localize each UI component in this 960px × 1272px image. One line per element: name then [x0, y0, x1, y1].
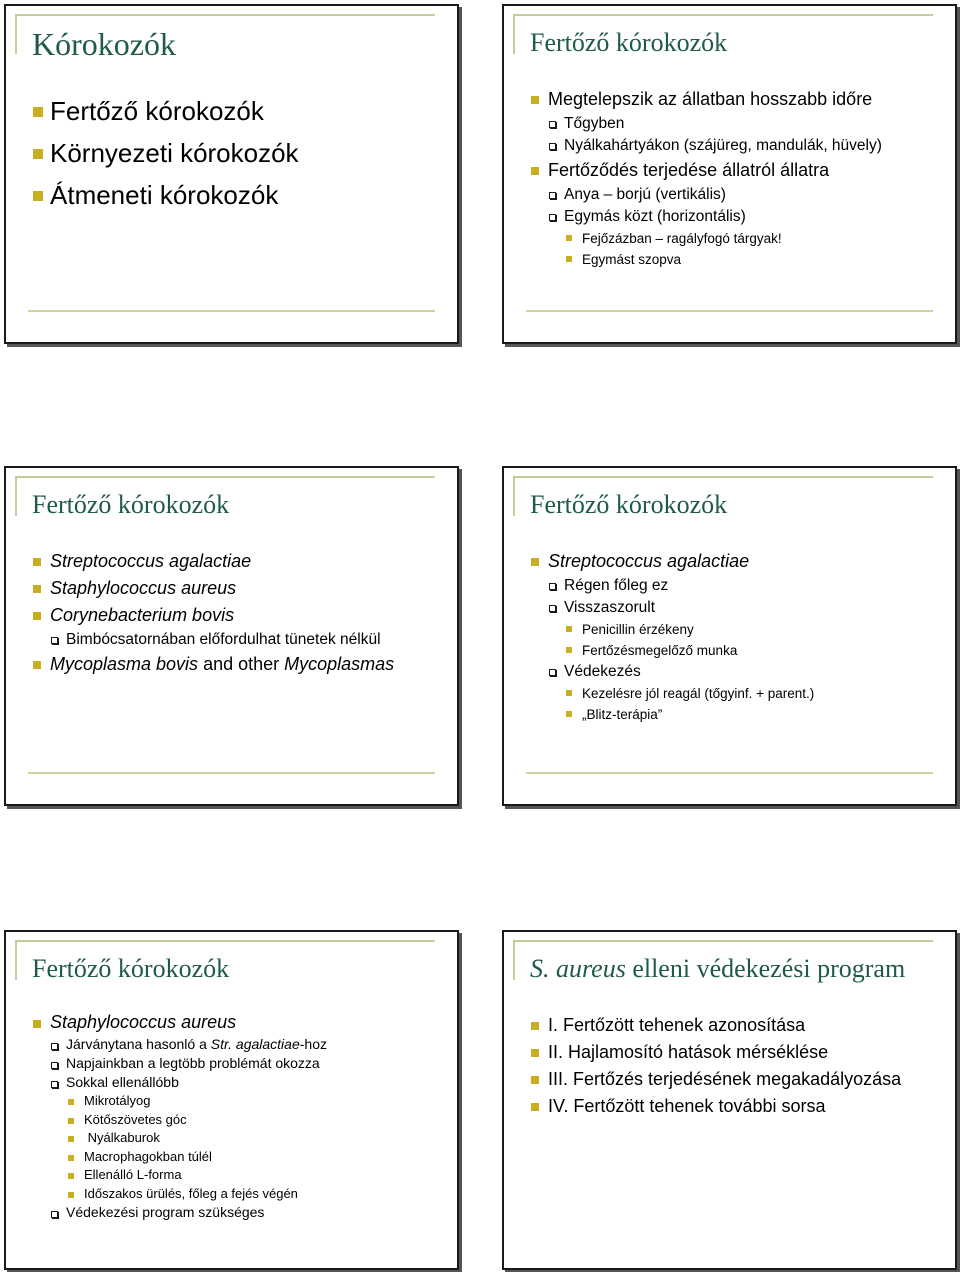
slide-content [530, 548, 945, 725]
italic-text: Streptococcus agalactiae [548, 551, 750, 571]
slide-decoration [15, 940, 17, 980]
bullet-item: Nyálkaburok [32, 1129, 447, 1148]
slide-decoration [513, 14, 515, 54]
slide-decoration [15, 14, 435, 16]
bullet-item [32, 651, 447, 678]
slide-1 [4, 4, 459, 344]
slide-content [530, 1012, 945, 1120]
bullet-item: Védekezés [530, 661, 945, 683]
slide-footer-line [28, 772, 435, 774]
bullet-item: Bimbócsatornában előfordulhat tünetek nélkül [32, 629, 447, 651]
slide-title: Fertőző kórokozók [530, 490, 728, 519]
slide-title [530, 954, 905, 984]
slide-footer-line [28, 310, 435, 312]
text: -hoz [299, 1036, 327, 1052]
bullet-item: Anya – borjú (vertikális) [530, 184, 945, 206]
slide-2 [502, 4, 957, 344]
bullet-item: Kezelésre jól reagál (tőgyinf. + parent.) [530, 683, 945, 704]
italic-text: Staphylococcus aureus [50, 578, 237, 598]
bullet-item: Átmeneti kórokozók [32, 174, 447, 216]
bullet-item: Visszaszorult [530, 597, 945, 619]
text: elleni védekezési program [625, 954, 906, 983]
bullet-item [32, 1035, 447, 1054]
bullet-item [32, 548, 447, 575]
bullet-item: Fertőző kórokozók [32, 90, 447, 132]
text: and other [198, 654, 285, 674]
slide-5 [4, 930, 459, 1270]
italic-text: Staphylococcus aureus [50, 1012, 237, 1032]
slide-content [32, 1010, 447, 1222]
italic-text: Mycoplasmas [284, 654, 395, 674]
slide-decoration [15, 476, 435, 478]
bullet-item: Régen főleg ez [530, 575, 945, 597]
slide-4 [502, 466, 957, 806]
italic-text: Str. agalactiae [210, 1036, 300, 1052]
slide-title: Fertőző kórokozók [32, 490, 230, 519]
slide-footer-line [526, 772, 933, 774]
bullet-item [32, 575, 447, 602]
bullet-item: Környezeti kórokozók [32, 132, 447, 174]
italic-text: Streptococcus agalactiae [50, 551, 252, 571]
bullet-item: Mikrotályog [32, 1092, 447, 1111]
slide-decoration [513, 476, 933, 478]
slide-decoration [15, 476, 17, 516]
slide-title: Kórokozók [32, 26, 176, 62]
slide-content [32, 548, 447, 678]
bullet-item: Tőgyben [530, 113, 945, 135]
italic-text: S. aureus [530, 954, 626, 983]
bullet-item: „Blitz-terápia” [530, 704, 945, 725]
bullet-item: Fejőzázban – ragályfogó tárgyak! [530, 228, 945, 249]
bullet-item: Fertőződés terjedése állatról állatra [530, 157, 945, 184]
bullet-item: Sokkal ellenállóbb [32, 1073, 447, 1092]
bullet-item: Időszakos ürülés, főleg a fejés végén [32, 1185, 447, 1204]
slide-title: Fertőző kórokozók [32, 954, 230, 983]
text: Járványtana hasonló a [66, 1036, 211, 1052]
bullet-item [32, 1010, 447, 1035]
bullet-item: I. Fertőzött tehenek azonosítása [530, 1012, 945, 1039]
bullet-item: Nyálkahártyákon (szájüreg, mandulák, hüvely) [530, 135, 945, 157]
bullet-item: Ellenálló L-forma [32, 1166, 447, 1185]
slide-decoration [513, 476, 515, 516]
bullet-item: Macrophagokban túlél [32, 1148, 447, 1167]
bullet-item: Kötőszövetes góc [32, 1111, 447, 1130]
bullet-item: Fertőzésmegelőző munka [530, 640, 945, 661]
bullet-item [530, 548, 945, 575]
slide-6 [502, 930, 957, 1270]
slide-content [530, 86, 945, 270]
bullet-item: IV. Fertőzött tehenek további sorsa [530, 1093, 945, 1120]
bullet-item: II. Hajlamosító hatások mérséklése [530, 1039, 945, 1066]
slide-title: Fertőző kórokozók [530, 28, 728, 57]
italic-text: Corynebacterium bovis [50, 605, 235, 625]
bullet-item: Megtelepszik az állatban hosszabb időre [530, 86, 945, 113]
bullet-item: Napjainkban a legtöbb problémát okozza [32, 1054, 447, 1073]
slide-decoration [513, 940, 933, 942]
slide-decoration [15, 940, 435, 942]
slide-3 [4, 466, 459, 806]
bullet-item: Védekezési program szükséges [32, 1203, 447, 1222]
slide-decoration [513, 14, 933, 16]
slide-content [32, 90, 447, 216]
bullet-item: Egymás közt (horizontális) [530, 206, 945, 228]
slide-footer-line [526, 310, 933, 312]
bullet-item: III. Fertőzés terjedésének megakadályozása [530, 1066, 945, 1093]
slide-decoration [15, 14, 17, 54]
bullet-item: Egymást szopva [530, 249, 945, 270]
bullet-item [32, 602, 447, 629]
italic-text: Mycoplasma bovis [50, 654, 199, 674]
bullet-item: Penicillin érzékeny [530, 619, 945, 640]
slide-decoration [513, 940, 515, 980]
